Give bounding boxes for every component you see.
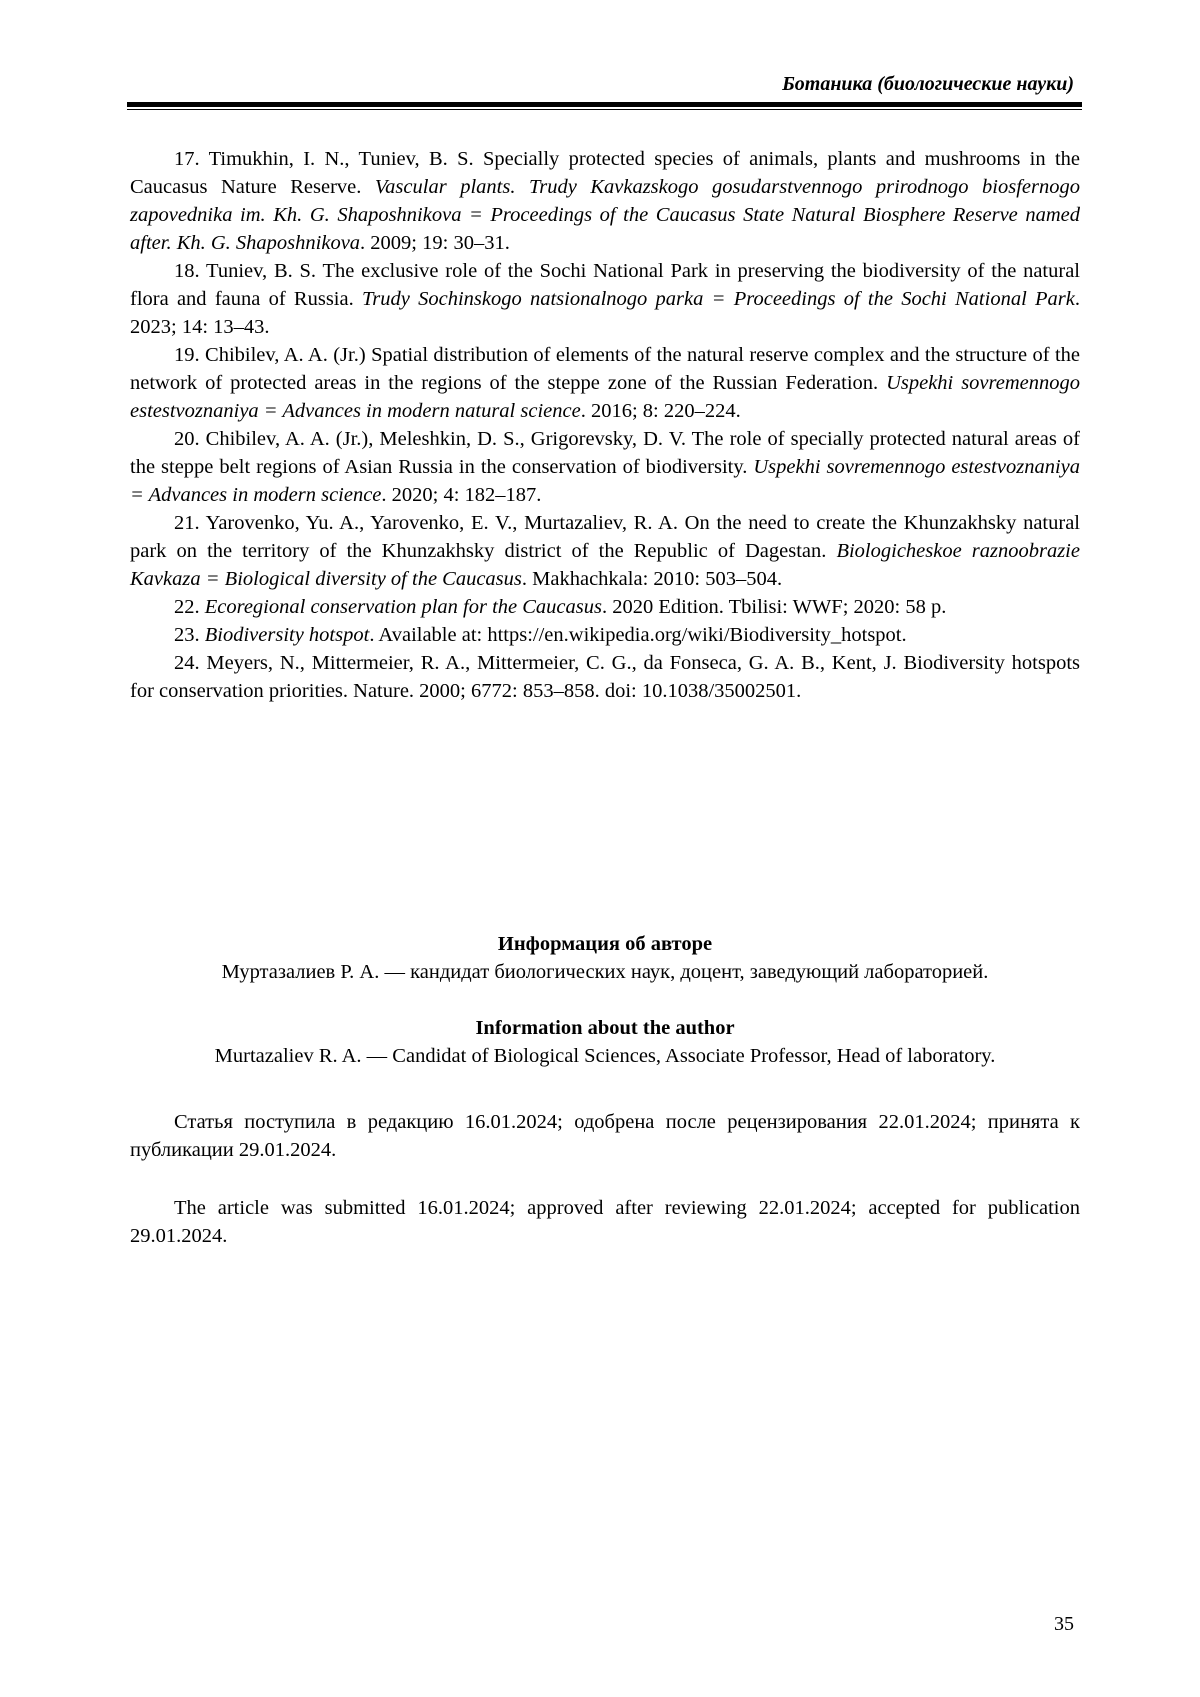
- submission-dates-en: The article was submitted 16.01.2024; approved after reviewing 22.01.2024; accepted for publication 29.01.2024.: [130, 1194, 1080, 1250]
- running-header: Ботаника (биологические науки): [782, 72, 1074, 96]
- document-page: [0, 0, 1200, 1697]
- author-heading-ru: Информация об авторе: [130, 930, 1080, 958]
- header-rule-thin: [127, 109, 1082, 110]
- reference-item: 20. Chibilev, A. A. (Jr.), Meleshkin, D. S., Grigorevsky, D. V. The role of specially protected natural areas of the steppe belt regions of Asian Russia in the conservation of biodiversity. Uspekhi sovremennogo estestvoznaniya = Advances in modern science. 2020; 4: 182–187.: [130, 425, 1080, 509]
- author-info-ru: [130, 930, 1080, 986]
- header-rule-thick: [127, 102, 1082, 107]
- author-heading-en: Information about the author: [130, 1014, 1080, 1042]
- author-text-en: Murtazaliev R. A. — Candidat of Biological Sciences, Associate Professor, Head of laboratory.: [130, 1042, 1080, 1070]
- reference-item: 22. Ecoregional conservation plan for the Caucasus. 2020 Edition. Tbilisi: WWF; 2020: 58 p.: [130, 593, 1080, 621]
- reference-item: 21. Yarovenko, Yu. A., Yarovenko, E. V., Murtazaliev, R. A. On the need to create the Khunzakhsky natural park on the territory of the Khunzakhsky district of the Republic of Dagestan. Biologicheskoe raznoobrazie Kavkaza = Biological diversity of the Caucasus. Makhachkala: 2010: 503–504.: [130, 509, 1080, 593]
- reference-item: 23. Biodiversity hotspot. Available at: https://en.wikipedia.org/wiki/Biodiversity_hotspot.: [130, 621, 1080, 649]
- page-number: 35: [1054, 1612, 1074, 1636]
- author-text-ru: Муртазалиев Р. А. — кандидат биологических наук, доцент, заведующий лабораторией.: [130, 958, 1080, 986]
- reference-item: 24. Meyers, N., Mittermeier, R. A., Mittermeier, C. G., da Fonseca, G. A. B., Kent, J. Biodiversity hotspots for conservation priorities. Nature. 2000; 6772: 853–858. doi: 10.1038/35002501.: [130, 649, 1080, 705]
- submission-dates-ru: Статья поступила в редакцию 16.01.2024; одобрена после рецензирования 22.01.2024; принята к публикации 29.01.2024.: [130, 1108, 1080, 1164]
- reference-list: [130, 145, 1080, 705]
- reference-item: 18. Tuniev, B. S. The exclusive role of the Sochi National Park in preserving the biodiversity of the natural flora and fauna of Russia. Trudy Sochinskogo natsionalnogo parka = Proceedings of the Sochi National Park. 2023; 14: 13–43.: [130, 257, 1080, 341]
- author-info-en: [130, 1014, 1080, 1070]
- reference-item: 19. Chibilev, A. A. (Jr.) Spatial distribution of elements of the natural reserve complex and the structure of the network of protected areas in the regions of the steppe zone of the Russian Federation. Uspekhi sovremennogo estestvoznaniya = Advances in modern natural science. 2016; 8: 220–224.: [130, 341, 1080, 425]
- reference-item: 17. Timukhin, I. N., Tuniev, B. S. Specially protected species of animals, plants and mushrooms in the Caucasus Nature Reserve. Vascular plants. Trudy Kavkazskogo gosudarstvennogo prirodnogo biosfernogo zapovednika im. Kh. G. Shaposhnikova = Proceedings of the Caucasus State Natural Biosphere Reserve named after. Kh. G. Shaposhnikova. 2009; 19: 30–31.: [130, 145, 1080, 257]
